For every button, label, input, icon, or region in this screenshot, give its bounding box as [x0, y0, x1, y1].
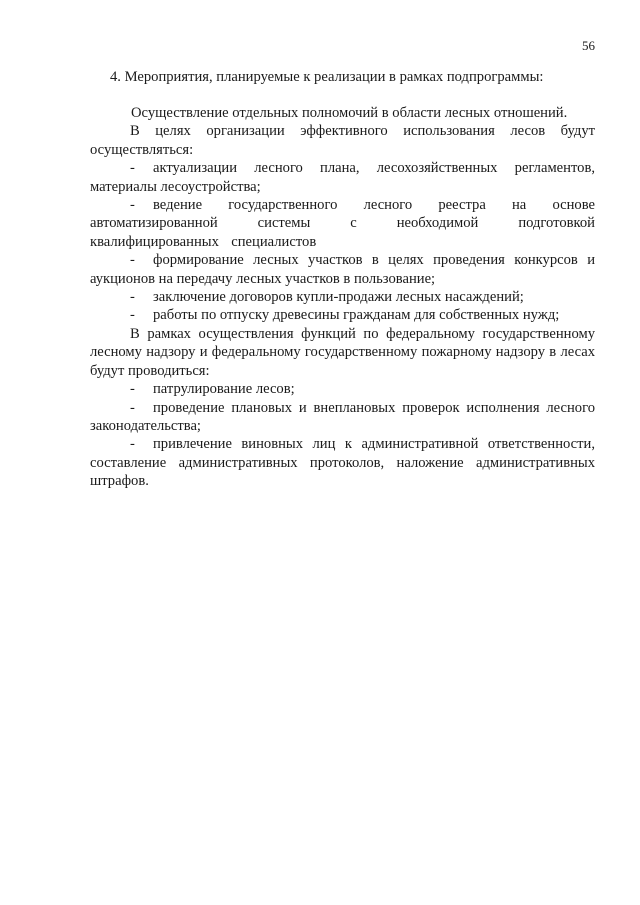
list-dash: -	[130, 307, 135, 324]
list-dash: -	[130, 252, 135, 269]
list-item	[90, 435, 595, 490]
paragraph-forest-use: В целях организации эффективного использования лесов будут осуществляться:	[90, 123, 595, 158]
list-dash: -	[130, 381, 135, 398]
list-item-text: работы по отпуску древесины гражданам для собственных нужд;	[153, 307, 560, 324]
list-item-text: ведение государственного лесного реестра на основе автоматизированной системы с необходимой подготовкой квалифицированных специалистов	[90, 197, 595, 250]
section-heading: 4. Мероприятия, планируемые к реализации в рамках подпрограммы:	[110, 69, 544, 85]
list-dash: -	[130, 436, 135, 453]
page-number: 56	[582, 38, 595, 53]
list-dash: -	[130, 399, 135, 416]
list-dash: -	[130, 197, 135, 214]
list-dash: -	[130, 289, 135, 306]
document-body	[90, 104, 595, 491]
list-dash: -	[130, 160, 135, 177]
list-item	[90, 306, 595, 324]
list-item-text: проведение плановых и внеплановых проверок исполнения лесного законодательства;	[90, 399, 595, 434]
list-item	[90, 251, 595, 288]
list-item-text: привлечение виновных лиц к административной ответственности, составление административных протоколов, наложение административных штрафов.	[90, 436, 595, 490]
list-item-text: заключение договоров купли-продажи лесных насаждений;	[153, 289, 524, 306]
list-item-text: актуализации лесного плана, лесохозяйственных регламентов, материалы лесоустройства;	[90, 160, 595, 195]
list-item-text: формирование лесных участков в целях проведения конкурсов и аукционов на передачу лесных участков в пользование;	[90, 252, 595, 287]
list-item	[90, 380, 595, 398]
list-item-text: патрулирование лесов;	[153, 381, 295, 398]
list-item	[90, 196, 595, 251]
list-item	[90, 288, 595, 306]
list-item	[90, 159, 595, 196]
intro-paragraph: Осуществление отдельных полномочий в области лесных отношений.	[131, 105, 568, 121]
paragraph-supervision: В рамках осуществления функций по федеральному государственному лесному надзору и федеральному государственному пожарному надзору в лесах будут проводиться:	[90, 325, 595, 379]
list-item	[90, 399, 595, 436]
